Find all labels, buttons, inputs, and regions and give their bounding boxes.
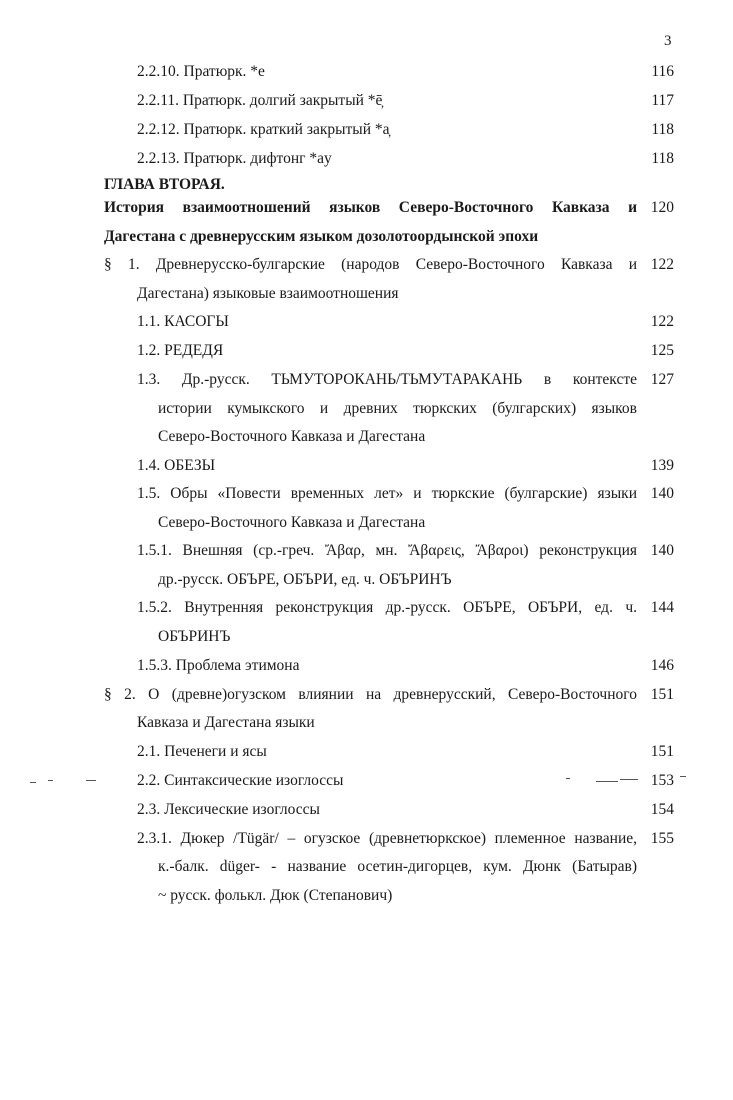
- toc-entry-title: 2.2.11. Пратюрк. долгий закрытый *ē̦: [137, 92, 383, 109]
- scan-artifact: [566, 778, 570, 779]
- toc-entry-line[interactable]: др.-русск. ОБЪРЕ, ОБЪРИ, ед. ч. ОБЪРИНЪ: [158, 571, 452, 588]
- toc-entry-title: 2.2.13. Пратюрк. дифтонг *ay: [137, 150, 332, 167]
- toc-entry-line[interactable]: 1.5.1. Внешняя (ср.-греч. Ἄβαρ, мн. Ἄβαρεις, Ἄβαροι) реконструкция: [137, 542, 637, 559]
- toc-entry-line[interactable]: истории кумыкского и древних тюркских (булгарских) языков: [158, 400, 637, 417]
- section-title-line[interactable]: § 2. О (древне)огузском влиянии на древнерусский, Северо-Восточного: [104, 686, 637, 703]
- toc-entry[interactable]: 1.1. КАСОГЫ: [137, 313, 229, 330]
- scan-artifact: [620, 779, 638, 780]
- toc-entry-line[interactable]: Северо-Восточного Кавказа и Дагестана: [158, 514, 426, 531]
- chapter-heading: ГЛАВА ВТОРАЯ.: [104, 176, 225, 193]
- toc-entry-line[interactable]: Северо-Восточного Кавказа и Дагестана: [158, 428, 426, 445]
- toc-entry[interactable]: 2.1. Печенеги и ясы: [137, 743, 267, 760]
- toc-entry[interactable]: 1.2. РЕДЕДЯ: [137, 342, 224, 359]
- toc-page-number: 154: [650, 801, 674, 818]
- toc-entry-title: 2.2.10. Пратюрк. *e: [137, 63, 265, 80]
- toc-page-number: 118: [651, 121, 674, 138]
- section-title-line[interactable]: § 1. Древнерусско-булгарские (народов Северо-Восточного Кавказа и: [104, 256, 637, 273]
- toc-entry[interactable]: 2.2. Синтаксические изоглоссы: [137, 772, 344, 789]
- chapter-title-line[interactable]: История взаимоотношений языков Северо-Восточного Кавказа и: [104, 199, 637, 216]
- toc-page-number: 146: [650, 657, 674, 674]
- toc-page-number: 151: [650, 686, 674, 703]
- toc-entry[interactable]: 1.4. ОБЕЗЫ: [137, 457, 216, 474]
- toc-page-number: 153: [650, 772, 674, 789]
- toc-page-number: 155: [650, 830, 674, 847]
- toc-page-number: 125: [650, 342, 674, 359]
- toc-page-number: 122: [650, 256, 674, 273]
- toc-entry-line[interactable]: 2.3.1. Дюкер /Tügär/ – огузское (древнетюркское) племенное название,: [137, 830, 637, 847]
- toc-entry-line[interactable]: к.-балк. düger- - название осетин-дигорцев, кум. Дюнк (Батырав): [158, 858, 637, 875]
- toc-page-number: 117: [651, 92, 674, 109]
- toc-page-number: 122: [650, 313, 674, 330]
- page-number: 3: [664, 33, 672, 49]
- scan-artifact: [86, 780, 96, 781]
- toc-page-number: 118: [651, 150, 674, 167]
- toc-page-number: 151: [650, 743, 674, 760]
- toc-entry-line[interactable]: ~ русск. фолькл. Дюк (Степанович): [158, 887, 393, 904]
- toc-entry[interactable]: [137, 116, 577, 144]
- scan-artifact: [596, 781, 618, 782]
- toc-entry[interactable]: 2.3. Лексические изоглоссы: [137, 801, 320, 818]
- toc-entry[interactable]: [137, 87, 577, 115]
- toc-page-number: 144: [650, 599, 674, 616]
- toc-entry[interactable]: [137, 145, 577, 173]
- toc-page-number: 116: [651, 63, 674, 80]
- section-title-line[interactable]: Кавказа и Дагестана языки: [137, 714, 315, 731]
- scan-artifact: [48, 780, 53, 781]
- toc-page-number: 140: [650, 542, 674, 559]
- toc-page-number: 139: [650, 457, 674, 474]
- toc-entry-line[interactable]: 1.3. Др.-русск. ТЬМУТОРОКАНЬ/ТЬМУТАРАКАНЬ в контексте: [137, 371, 637, 388]
- toc-entry-line[interactable]: 1.5.2. Внутренняя реконструкция др.-русск. ОБЪРЕ, ОБЪРИ, ед. ч.: [137, 599, 637, 616]
- scan-artifact: [30, 782, 36, 783]
- toc-page-number: 120: [650, 199, 674, 216]
- toc-entry-line[interactable]: ОБЪРИНЪ: [158, 628, 231, 645]
- section-title-line[interactable]: Дагестана) языковые взаимоотношения: [137, 285, 399, 302]
- toc-entry-title: 2.2.12. Пратюрк. краткий закрытый *a̦: [137, 121, 390, 138]
- chapter-title-line[interactable]: Дагестана с древнерусским языком дозолотоордынской эпохи: [104, 228, 539, 245]
- toc-entry[interactable]: [137, 58, 577, 86]
- toc-page-number: 127: [650, 371, 674, 388]
- scan-artifact: [680, 776, 686, 777]
- toc-entry-line[interactable]: 1.5. Обры «Повести временных лет» и тюркские (булгарские) языки: [137, 485, 637, 502]
- toc-page-number: 140: [650, 485, 674, 502]
- toc-entry[interactable]: 1.5.3. Проблема этимона: [137, 657, 300, 674]
